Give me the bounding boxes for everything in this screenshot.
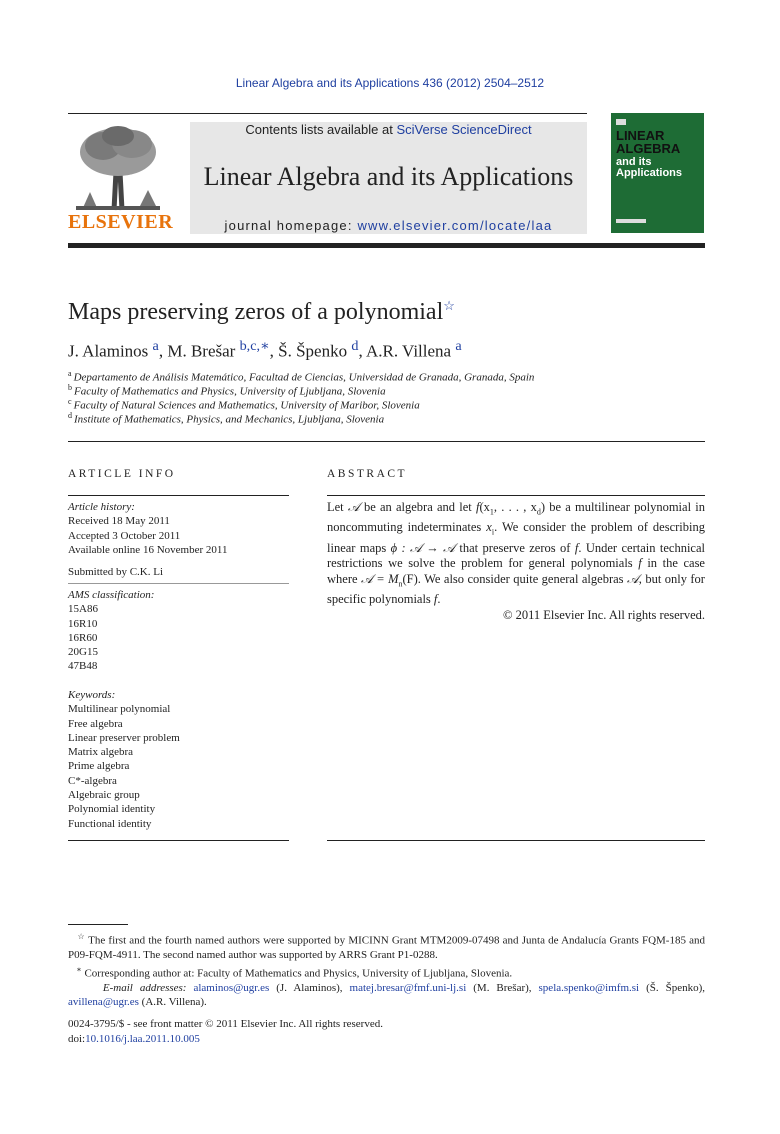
ams-code: 47B48	[68, 660, 98, 673]
email-link[interactable]: alaminos@ugr.es	[193, 981, 270, 994]
abstract-bottom-rule	[327, 840, 705, 841]
email-footnote: E-mail addresses: alaminos@ugr.es (J. Alaminos), matej.bresar@fmf.uni-lj.si (M. Brešar), spela.spenko@imfm.si (Š. Špenko), avillena@ugr.es (A.R. Villena).	[68, 981, 706, 1009]
keyword: Prime algebra	[68, 760, 130, 773]
keyword: Functional identity	[68, 817, 152, 830]
cover-subtitle: and its Applications	[616, 156, 683, 179]
footnote-rule	[68, 924, 128, 925]
keyword: Free algebra	[68, 717, 123, 730]
journal-cover[interactable]	[611, 113, 704, 233]
keyword: Polynomial identity	[68, 803, 156, 816]
submitted-by: Submitted by C.K. Li	[68, 566, 164, 578]
affiliation: $^d$ Institute of Mathematics, Physics, and Mechanics, Ljubljana, Slovenia	[68, 411, 385, 426]
ams-code: 16R10	[68, 617, 98, 630]
abstract-body: Let 𝒜 be an algebra and let $f(x_1$, . . . , $x_d$) be a multilinear polynomial in noncommuting indeterminates $x_i$. We consider the problem of describing linear maps ϕ : 𝒜 → 𝒜 that preserve zeros of f. Under certain technical restrictions we solve the problem for general polynomials f in the case where 𝒜 = $M_n(F)$. We also consider quite general algebras 𝒜, but only for specific polynomials f. © 2011 Elsevier Inc. All rights reserved.	[327, 500, 706, 623]
banner-bottom-rule	[68, 243, 705, 248]
tree-icon	[68, 122, 168, 212]
accepted-date: Accepted 3 October 2011	[68, 529, 181, 542]
history-label: Article history:	[68, 501, 135, 513]
journal-banner	[190, 122, 587, 234]
contents-prefix: Contents lists available at	[245, 122, 393, 137]
doi-line: doi:10.1016/j.laa.2011.10.005	[68, 1033, 200, 1045]
abstract-heading: ABSTRACT	[327, 468, 408, 480]
keywords-label: Keywords:	[68, 689, 116, 701]
homepage-prefix: journal homepage:	[224, 218, 353, 233]
keyword: Multilinear polynomial	[68, 703, 171, 716]
elsevier-wordmark: ELSEVIER	[68, 211, 174, 233]
homepage-link[interactable]: www.elsevier.com/locate/laa	[357, 218, 553, 233]
affiliation: $^b$ Faculty of Mathematics and Physics, University of Ljubljana, Slovenia	[68, 383, 386, 398]
ams-classification	[68, 588, 289, 674]
author-name: J. Alaminos	[68, 341, 149, 361]
abstract-rule	[327, 495, 705, 496]
contents-line	[190, 122, 587, 137]
elsevier-logo[interactable]	[68, 122, 174, 234]
author-name: M. Brešar	[167, 341, 236, 361]
keyword: Algebraic group	[68, 789, 140, 802]
keyword: C*-algebra	[68, 774, 117, 787]
keyword: Matrix algebra	[68, 746, 134, 759]
author-affiliation-mark[interactable]: a	[455, 338, 462, 354]
author-affiliation-mark[interactable]: b,c,∗	[239, 338, 270, 354]
journal-title: Linear Algebra and its Applications	[203, 162, 574, 191]
affiliation: $^a$ Departamento de Análisis Matemático, Facultad de Ciencias, Universidad de Granada, Granada, Spain	[68, 369, 535, 384]
cover-emblem	[616, 119, 626, 125]
author-name: A.R. Villena	[366, 341, 452, 361]
header-rule	[68, 113, 587, 114]
affiliation: $^c$ Faculty of Natural Sciences and Mathematics, University of Maribor, Slovenia	[68, 397, 420, 412]
info-rule	[68, 495, 289, 496]
author-affiliation-mark[interactable]: d	[351, 338, 359, 354]
cover-title: LINEAR ALGEBRA	[616, 128, 681, 156]
author-list: J. Alaminos $^a$, M. Brešar $^{b,c,∗}$, Š. Špenko $^d$, A.R. Villena $^a$	[68, 338, 462, 361]
keywords	[68, 688, 289, 831]
copyright: © 2011 Elsevier Inc. All rights reserved.	[502, 608, 705, 623]
ams-label: AMS classification:	[68, 589, 155, 601]
cover-footer-mark	[616, 219, 646, 223]
article-history	[68, 500, 289, 557]
paper-title: Maps preserving zeros of a polynomial☆	[68, 298, 455, 325]
homepage-line	[190, 218, 587, 233]
footnotes	[68, 930, 705, 1010]
email-link[interactable]: avillena@ugr.es	[68, 996, 139, 1009]
funding-footnote: ☆ The first and the fourth named authors were supported by MICINN Grant MTM2009-07498 and Junta de Andalucía Grants FQM-185 and P09-FQM-4911. The second named author was supported by ARRS Grant P1-0288.	[68, 932, 706, 962]
ams-code: 15A86	[68, 603, 98, 616]
info-divider	[68, 583, 289, 584]
received-date: Received 18 May 2011	[68, 515, 170, 528]
keyword: Linear preserver problem	[68, 731, 180, 744]
email-link[interactable]: matej.bresar@fmf.uni-lj.si	[349, 981, 467, 994]
front-matter	[68, 1017, 383, 1047]
email-link[interactable]: spela.spenko@imfm.si	[538, 981, 640, 994]
ams-code: 16R60	[68, 631, 98, 644]
info-bottom-rule	[68, 840, 289, 841]
author-name: Š. Špenko	[278, 341, 348, 361]
doi-link[interactable]: 10.1016/j.laa.2011.10.005	[85, 1033, 200, 1045]
author-affiliation-mark[interactable]: a	[152, 338, 159, 354]
corresponding-footnote: ∗ Corresponding author at: Faculty of Mathematics and Physics, University of Ljubljana, Slovenia.	[76, 964, 513, 980]
sciencedirect-link[interactable]: SciVerse ScienceDirect	[396, 122, 532, 137]
online-date: Available online 16 November 2011	[68, 543, 228, 556]
citation-line[interactable]: Linear Algebra and its Applications 436 (2012) 2504–2512	[235, 76, 545, 90]
issn-line: 0024-3795/$ - see front matter © 2011 Elsevier Inc. All rights reserved.	[68, 1018, 383, 1030]
affiliations-rule	[68, 441, 705, 442]
ams-code: 20G15	[68, 646, 98, 659]
article-info-heading: ARTICLE INFO	[68, 468, 176, 480]
title-footnote-mark[interactable]: ☆	[443, 298, 455, 313]
